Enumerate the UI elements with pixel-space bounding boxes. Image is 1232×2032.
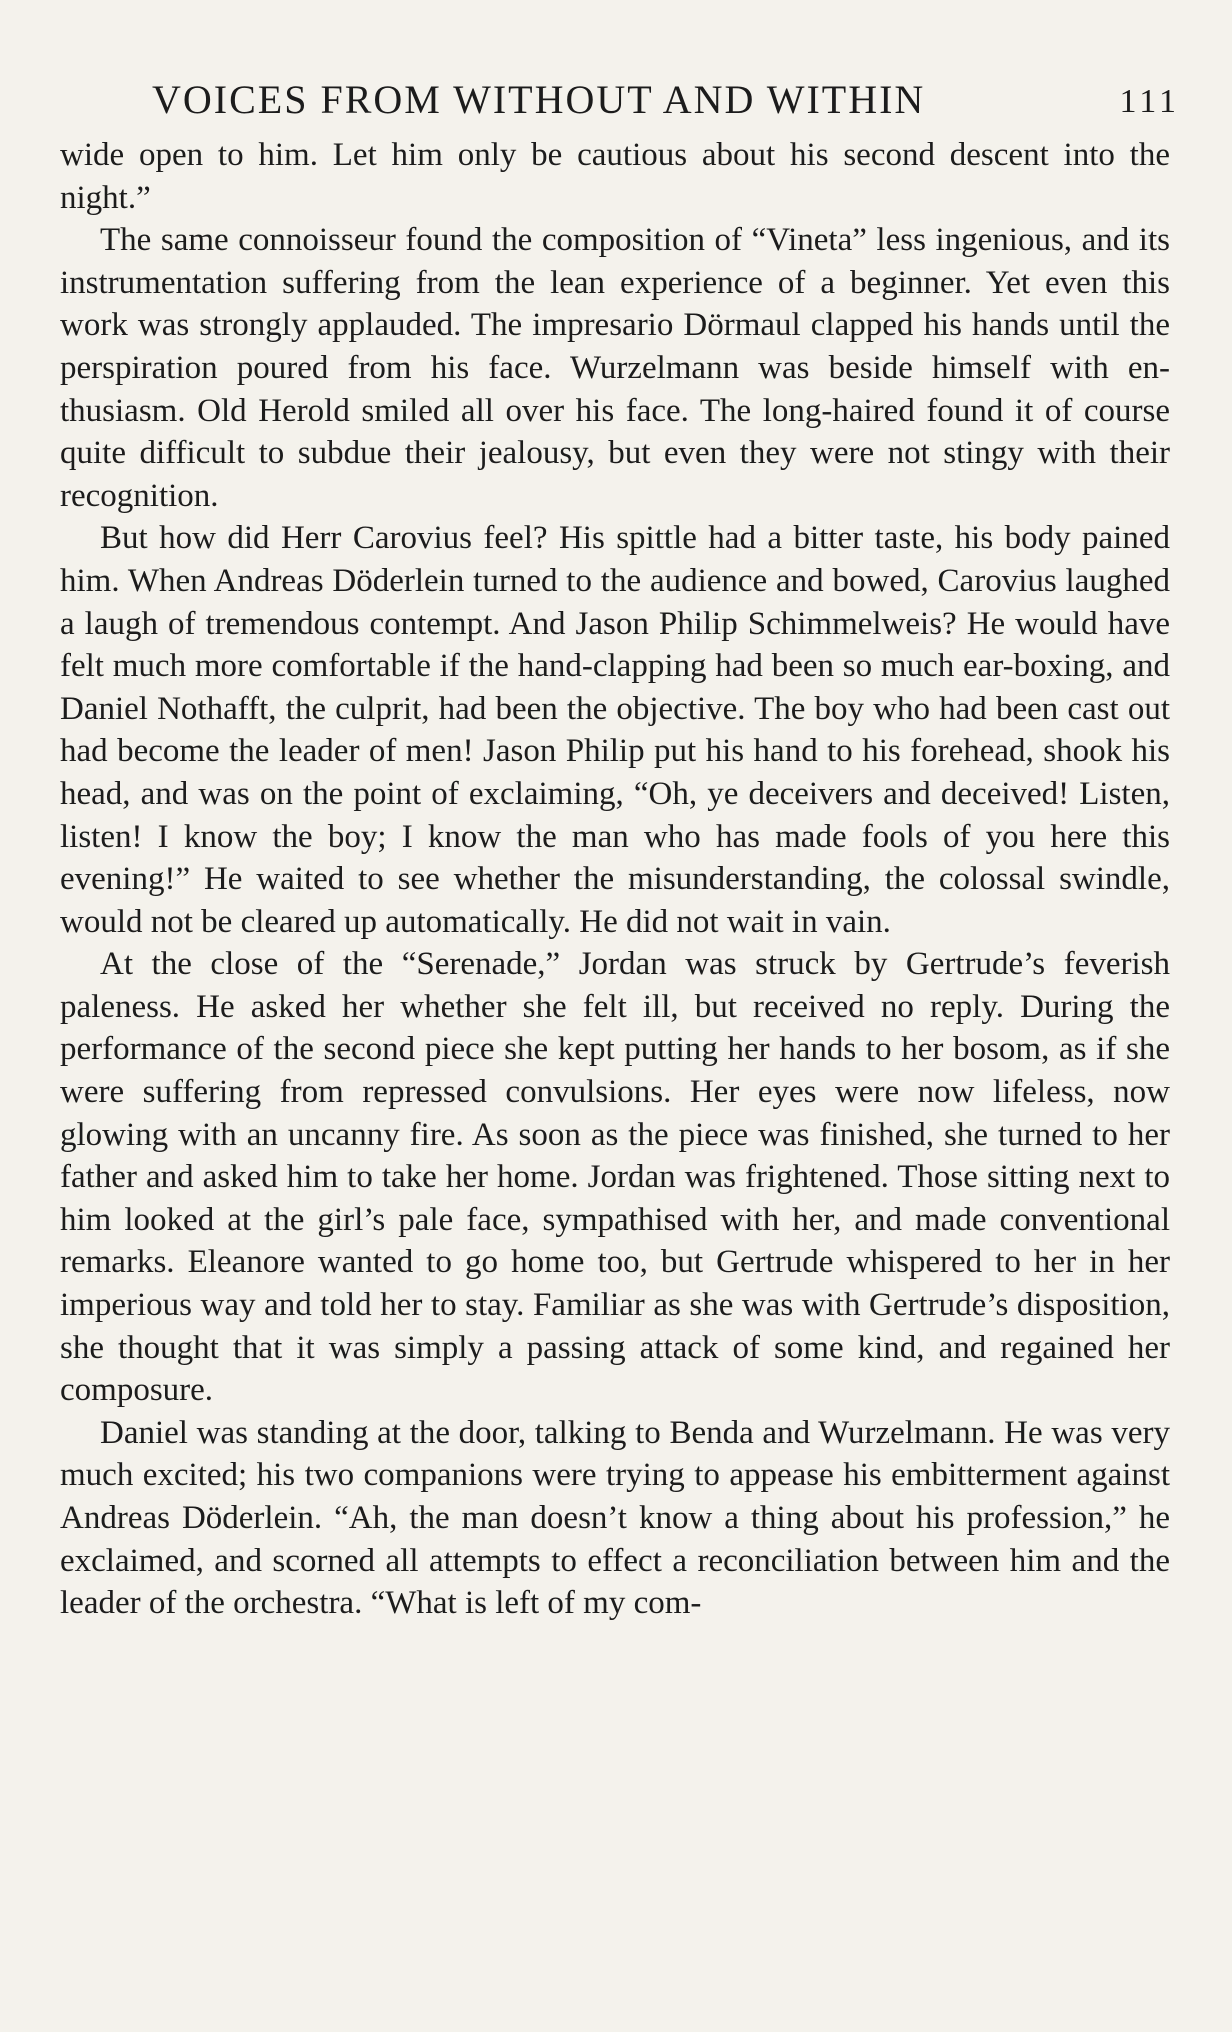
page-number: 111 xyxy=(1119,83,1180,120)
running-head xyxy=(60,68,1180,132)
book-page xyxy=(60,68,1180,1988)
paragraph: At the close of the “Serenade,” Jordan was struck by Gertrude’s feverish paleness. He asked her whether she felt ill, but received no reply. During the performance of the second piece she kept putting her hands to her bosom, as if she were suffering from repressed convulsions. Her eyes were now lifeless, now glowing with an uncanny fire. As soon as the piece was finished, she turned to her father and asked him to take her home. Jordan was frightened. Those sitting next to him looked at the girl’s pale face, sympathised with her, and made conventional remarks. Eleanore wanted to go home too, but Gertrude whispered to her in her imperious way and told her to stay. Familiar as she was with Gertrude’s disposition, she thought that it was simply a passing attack of some kind, and regained her composure. xyxy=(60,946,1170,1409)
body-text xyxy=(60,134,1170,1625)
paragraph: wide open to him. Let him only be cautious about his second descent into the night.” xyxy=(60,137,1170,216)
paragraph: Daniel was standing at the door, talking to Benda and Wurzelmann. He was very much excited; his two companions were trying to appease his embitterment against Andreas Döderlein. “Ah, the man doesn’t know a thing about his profession,” he exclaimed, and scorned all attempts to effect a reconciliation between him and the leader of the orchestra. “What is left of my com- xyxy=(60,1414,1170,1622)
paragraph: But how did Herr Carovius feel? His spittle had a bitter taste, his body pained him. When Andreas Döderlein turned to the audience and bowed, Carovius laughed a laugh of tremendous contempt. And Jason Philip Schimmelweis? He would have felt much more comfortable if the hand-clapping had been so much ear-boxing, and Daniel Nothafft, the culprit, had been the objective. The boy who had been cast out had become the leader of men! Jason Philip put his hand to his forehead, shook his head, and was on the point of exclaiming, “Oh, ye deceivers and deceived! Listen, listen! I know the boy; I know the man who has made fools of you here this evening!” He waited to see whether the misunderstanding, the colossal swindle, would not be cleared up automatically. He did not wait in vain. xyxy=(60,520,1170,940)
paragraph: The same connoisseur found the composition of “Vineta” less ingenious, and its instrumentation suffering from the lean experience of a beginner. Yet even this work was strongly applauded. The impresario Dörmaul clapped his hands until the perspiration poured from his face. Wurzelmann was beside himself with enthusiasm. Old Herold smiled all over his face. The long-haired found it of course quite difficult to subdue their jealousy, but even they were not stingy with their recognition. xyxy=(60,222,1170,514)
running-title: VOICES FROM WITHOUT AND WITHIN xyxy=(152,77,926,122)
